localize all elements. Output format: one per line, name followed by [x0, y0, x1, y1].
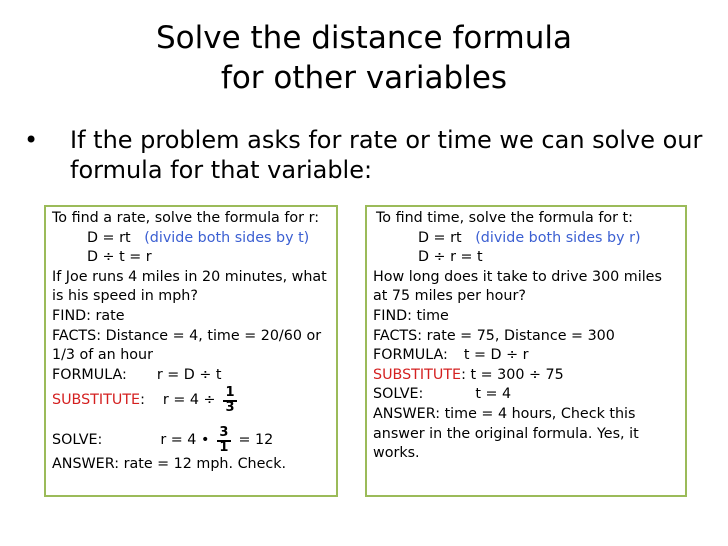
rate-find: FIND: rate: [52, 307, 125, 324]
time-answer-line-3: works.: [373, 445, 420, 462]
rate-substitute-value: r = 4 ÷: [162, 392, 216, 409]
fraction-denominator: 3: [225, 400, 235, 416]
fraction-three-over-one: [216, 425, 232, 455]
time-substitute-value: : t = 300 ÷ 75: [461, 366, 564, 383]
time-answer-line-1: ANSWER: time = 4 hours, Check this: [373, 405, 636, 422]
time-intro: To find time, solve the formula for t:: [376, 210, 633, 226]
rate-facts-line-2: 1/3 of an hour: [52, 347, 153, 364]
time-problem-line-1: How long does it take to drive 300 miles: [373, 268, 662, 285]
rate-substitute: [52, 385, 332, 415]
fraction-one-third: [222, 385, 238, 415]
time-solve: [373, 385, 681, 405]
time-problem-line-2: at 75 miles per hour?: [373, 288, 526, 305]
time-equation-note: (divide both sides by r): [475, 229, 641, 246]
bullet-icon: •: [24, 126, 39, 154]
rate-solve-result: = 12: [238, 432, 274, 449]
time-substitute-label: SUBSTITUTE: [373, 366, 462, 383]
time-example-box: [365, 205, 687, 497]
time-formula: [373, 346, 681, 366]
time-solve-label: SOLVE:: [373, 386, 424, 403]
rate-answer: ANSWER: rate = 12 mph. Check.: [52, 456, 287, 473]
time-find: FIND: time: [373, 307, 449, 324]
rate-equation-note: (divide both sides by t): [144, 229, 310, 246]
rate-example-box: [44, 205, 338, 497]
slide-title: [0, 18, 728, 98]
rate-problem-line-1: If Joe runs 4 miles in 20 minutes, what: [52, 268, 327, 285]
fraction-denominator: 1: [219, 440, 229, 456]
rate-problem-line-2: is his speed in mph?: [52, 288, 198, 305]
rate-formula: [52, 366, 332, 386]
time-rearranged: D ÷ r = t: [418, 249, 483, 266]
rate-rearranged: D ÷ t = r: [87, 249, 152, 266]
time-facts: FACTS: rate = 75, Distance = 300: [373, 327, 615, 344]
rate-equation-text: D = rt: [87, 229, 131, 246]
rate-intro: To find a rate, solve the formula for r:: [52, 210, 320, 226]
rate-formula-label: FORMULA:: [52, 366, 127, 383]
rate-substitute-label: SUBSTITUTE: [52, 392, 141, 409]
rate-facts-line-1: FACTS: Distance = 4, time = 20/60 or: [52, 327, 322, 344]
rate-solve-label: SOLVE:: [52, 432, 103, 449]
time-answer-line-2: answer in the original formula. Yes, it: [373, 425, 639, 442]
rate-equation: [52, 229, 332, 249]
time-equation-text: D = rt: [418, 229, 462, 246]
time-substitute: [373, 366, 681, 386]
title-line-2: for other variables: [220, 60, 508, 96]
title-line-1: Solve the distance formula: [155, 20, 572, 56]
fraction-numerator: 1: [225, 385, 235, 401]
time-formula-value: t = D ÷ r: [463, 347, 529, 364]
rate-solve: [52, 425, 332, 455]
time-equation: [373, 229, 681, 249]
spacer: [52, 415, 332, 425]
fraction-numerator: 3: [219, 425, 229, 441]
rate-formula-value: r = D ÷ t: [156, 366, 222, 383]
bullet-text: If the problem asks for rate or time we can solve our formula for that variable:: [70, 126, 703, 184]
rate-substitute-colon: :: [140, 392, 145, 409]
time-solve-value: t = 4: [475, 386, 512, 403]
time-formula-label: FORMULA:: [373, 347, 448, 364]
rate-solve-value: r = 4 •: [160, 432, 210, 449]
